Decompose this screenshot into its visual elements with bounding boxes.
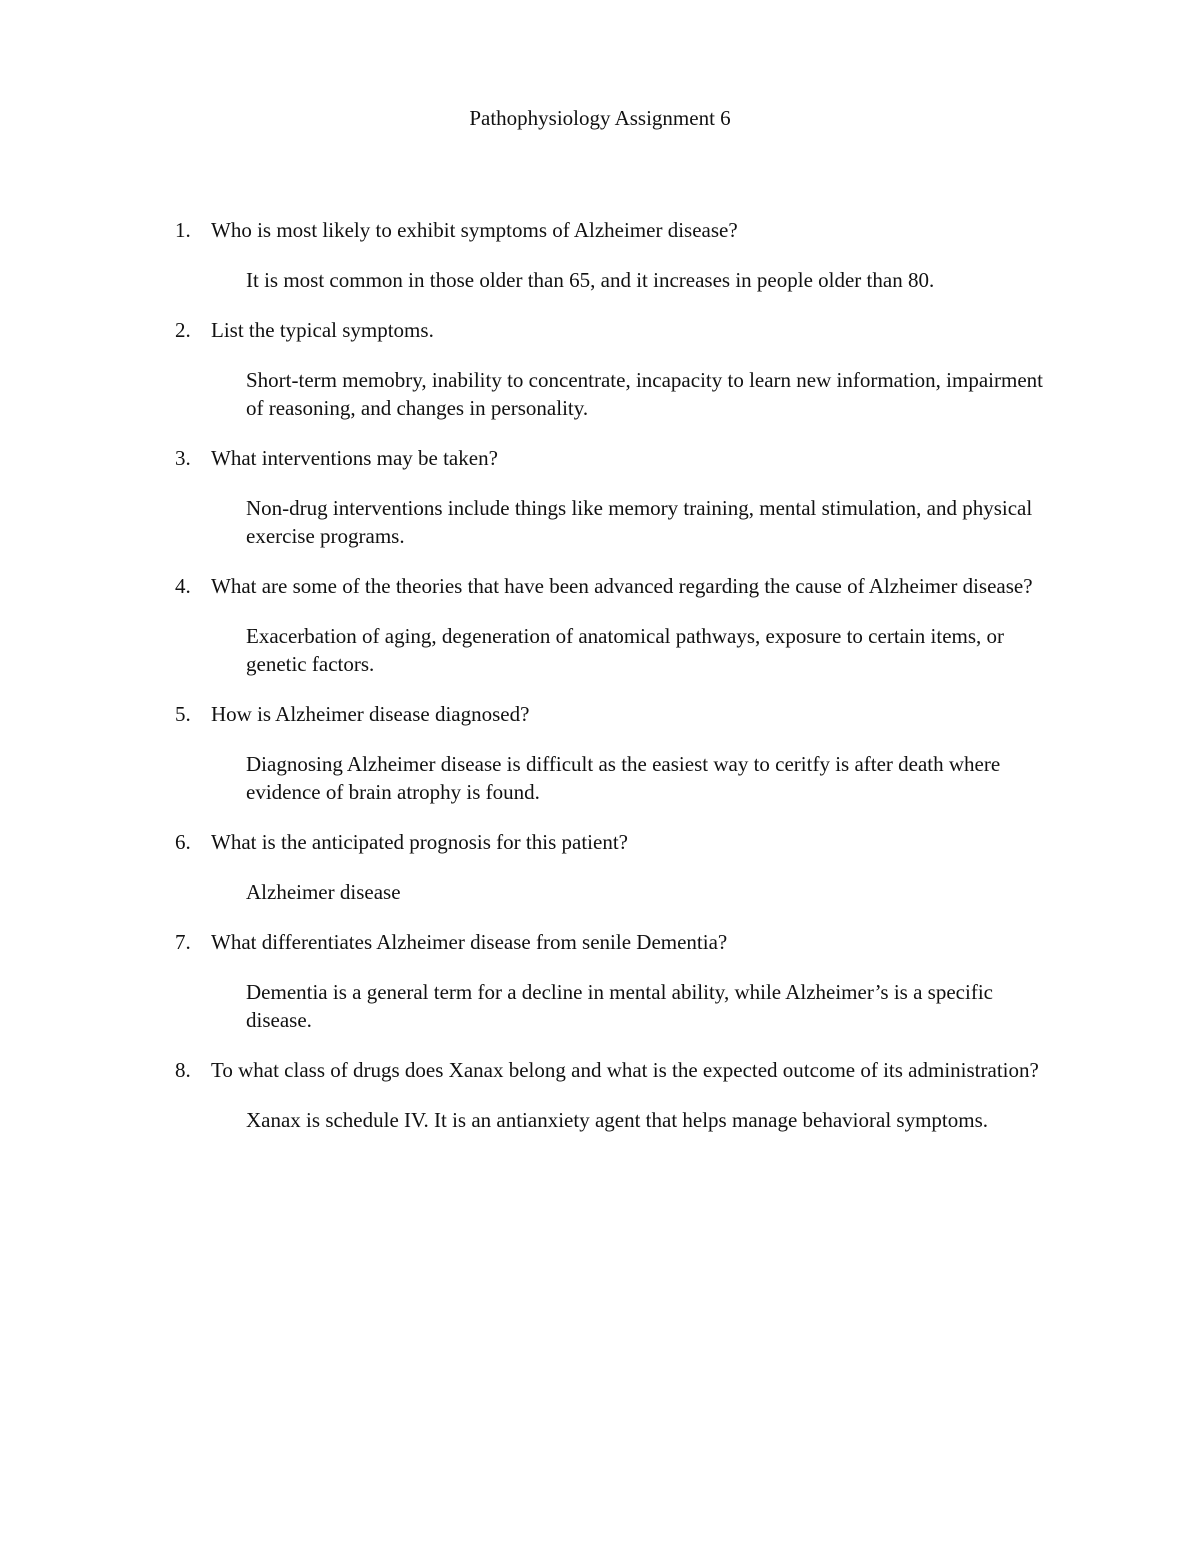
answer-text: Diagnosing Alzheimer disease is difficult as the easiest way to ceritfy is after death where evidence of brain atrophy is found.	[246, 752, 1001, 804]
question-number: 4.	[175, 574, 191, 598]
answer-text: Exacerbation of aging, degeneration of anatomical pathways, exposure to certain items, or genetic factors.	[246, 624, 1005, 676]
question-number: 6.	[175, 830, 191, 854]
question-number: 1.	[175, 218, 191, 242]
question-text: How is Alzheimer disease diagnosed?	[211, 702, 530, 726]
question-number: 3.	[175, 446, 191, 470]
list-item	[0, 828, 1200, 906]
list-item	[0, 216, 1200, 294]
answer-text: Alzheimer disease	[246, 880, 401, 904]
question-number: 2.	[175, 318, 191, 342]
document-title: Pathophysiology Assignment 6	[469, 106, 731, 130]
question-text: To what class of drugs does Xanax belong and what is the expected outcome of its administration?	[211, 1058, 1039, 1082]
list-item	[0, 928, 1200, 1034]
list-item	[0, 572, 1200, 678]
answer-text: It is most common in those older than 65, and it increases in people older than 80.	[246, 268, 935, 292]
question-list	[0, 216, 1200, 1156]
list-item	[0, 1056, 1200, 1134]
question-number: 5.	[175, 702, 191, 726]
question-text: What differentiates Alzheimer disease from senile Dementia?	[211, 930, 728, 954]
list-item	[0, 444, 1200, 550]
list-item	[0, 700, 1200, 806]
answer-text: Dementia is a general term for a decline in mental ability, while Alzheimer’s is a specific disease.	[246, 980, 993, 1032]
question-number: 7.	[175, 930, 191, 954]
question-text: Who is most likely to exhibit symptoms of Alzheimer disease?	[211, 218, 738, 242]
question-text: What interventions may be taken?	[211, 446, 498, 470]
list-item	[0, 316, 1200, 422]
answer-text: Xanax is schedule IV. It is an antianxiety agent that helps manage behavioral symptoms.	[246, 1108, 989, 1132]
answer-text: Short-term memobry, inability to concentrate, incapacity to learn new information, impairment of reasoning, and changes in personality.	[246, 368, 1043, 420]
question-text: List the typical symptoms.	[211, 318, 434, 342]
question-text: What is the anticipated prognosis for this patient?	[211, 830, 628, 854]
question-text: What are some of the theories that have been advanced regarding the cause of Alzheimer disease?	[211, 574, 1033, 598]
question-number: 8.	[175, 1058, 191, 1082]
answer-text: Non-drug interventions include things like memory training, mental stimulation, and physical exercise programs.	[246, 496, 1033, 548]
